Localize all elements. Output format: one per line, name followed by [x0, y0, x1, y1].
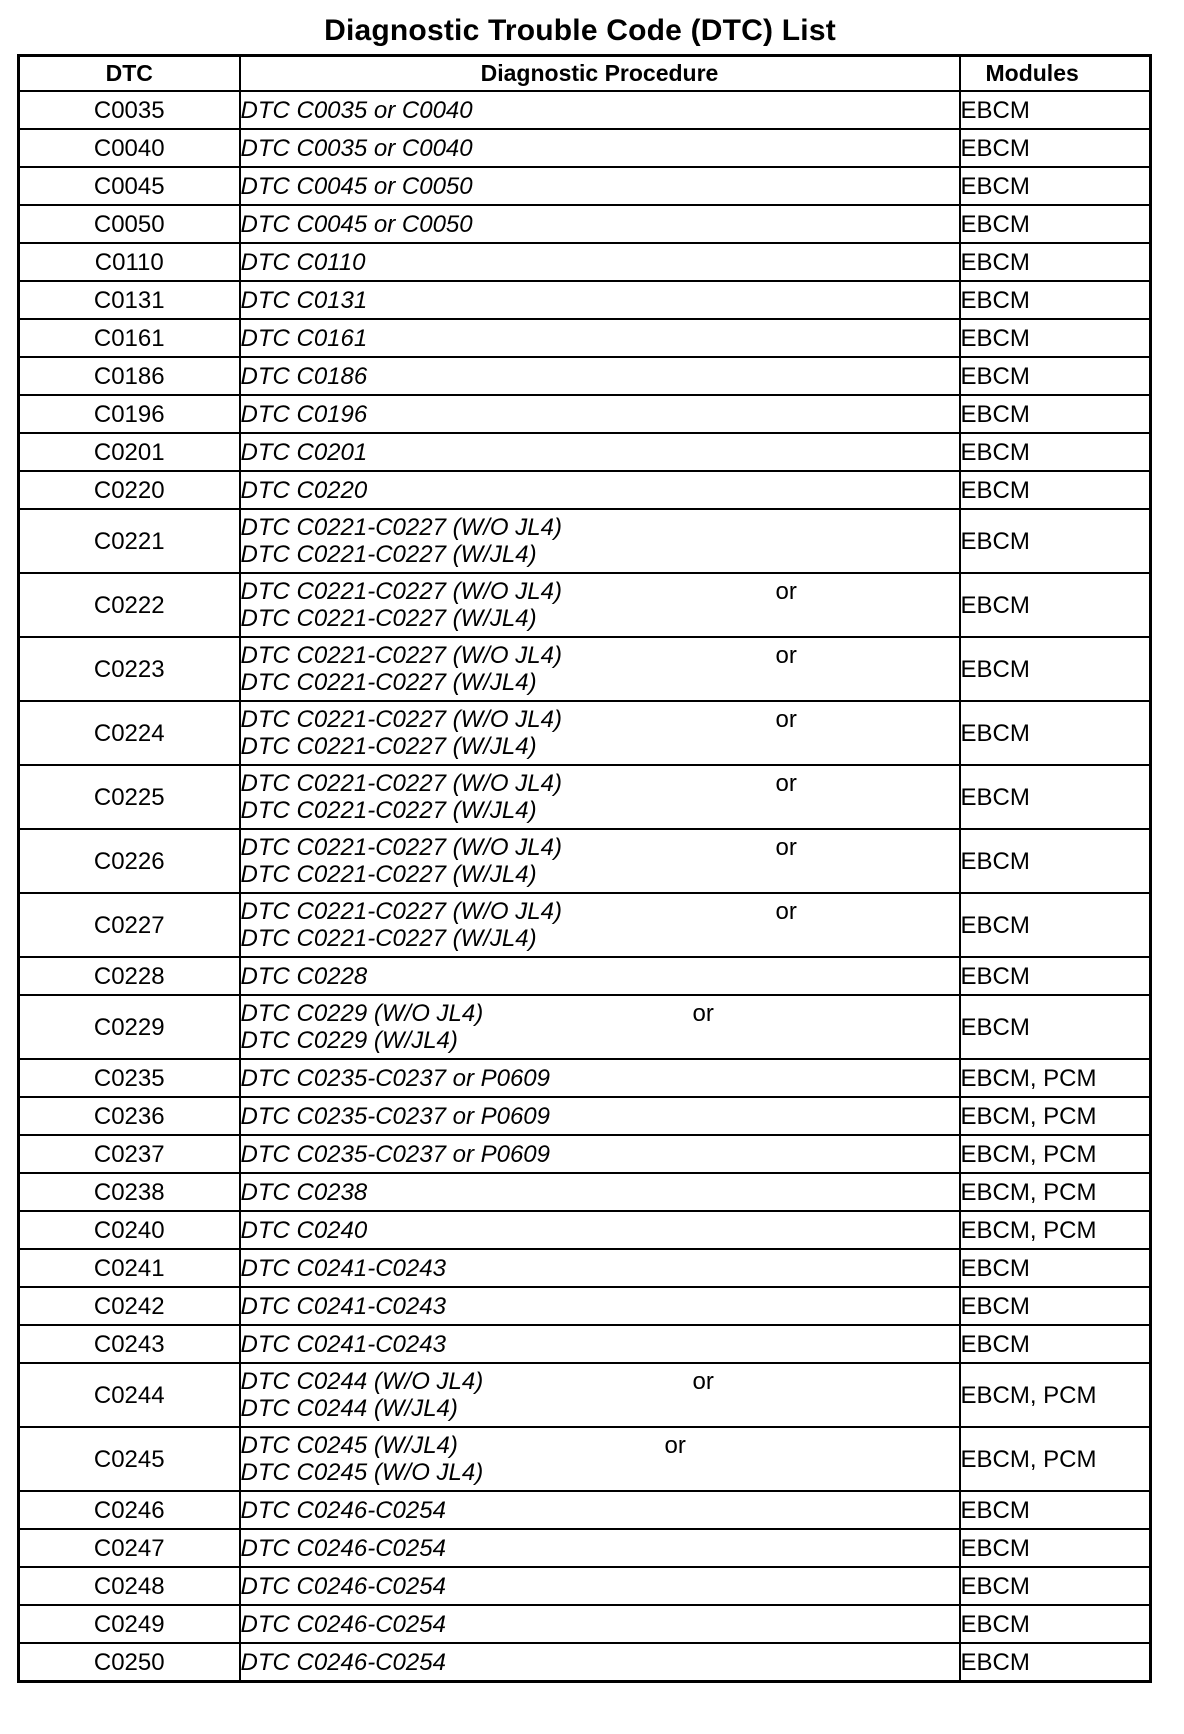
- dtc-code: C0236: [19, 1097, 240, 1135]
- dtc-code: C0110: [19, 243, 240, 281]
- diagnostic-procedure: [240, 357, 960, 395]
- table-body: [19, 91, 1151, 1682]
- diagnostic-procedure: [240, 1059, 960, 1097]
- procedure-line: DTC C0229 (W/O JL4): [240, 1000, 484, 1027]
- diagnostic-procedure: [240, 573, 960, 637]
- modules-cell: EBCM: [960, 829, 1151, 893]
- procedure-line: DTC C0131: [240, 286, 368, 314]
- dtc-code: C0235: [19, 1059, 240, 1097]
- table-row: [19, 319, 1151, 357]
- procedure-line: DTC C0235-C0237 or P0609: [240, 1140, 551, 1168]
- dtc-code: C0240: [19, 1211, 240, 1249]
- procedure-line: DTC C0221-C0227 (W/O JL4): [240, 770, 562, 797]
- or-connector: or: [692, 1368, 714, 1395]
- dtc-code: C0035: [19, 91, 240, 129]
- dtc-code: C0245: [19, 1427, 240, 1491]
- procedure-line: DTC C0221-C0227 (W/O JL4): [240, 514, 562, 541]
- or-connector: or: [692, 1000, 714, 1027]
- table-row: [19, 573, 1151, 637]
- table-row: [19, 1529, 1151, 1567]
- modules-cell: EBCM: [960, 1529, 1151, 1567]
- dtc-code: C0242: [19, 1287, 240, 1325]
- modules-cell: EBCM: [960, 893, 1151, 957]
- diagnostic-procedure: [240, 281, 960, 319]
- procedure-line: DTC C0220: [240, 476, 368, 504]
- modules-cell: EBCM: [960, 319, 1151, 357]
- table-row: [19, 1427, 1151, 1491]
- diagnostic-procedure: [240, 243, 960, 281]
- procedure-line: DTC C0245 (W/O JL4): [240, 1459, 484, 1486]
- dtc-code: C0249: [19, 1605, 240, 1643]
- diagnostic-procedure: [240, 1135, 960, 1173]
- table-row: [19, 829, 1151, 893]
- or-connector: or: [775, 770, 797, 797]
- dtc-code: C0040: [19, 129, 240, 167]
- table-row: [19, 1135, 1151, 1173]
- diagnostic-procedure: [240, 205, 960, 243]
- modules-cell: EBCM: [960, 701, 1151, 765]
- or-connector: or: [775, 706, 797, 733]
- procedure-line: DTC C0241-C0243: [240, 1292, 446, 1320]
- table-row: [19, 395, 1151, 433]
- table-row: [19, 1605, 1151, 1643]
- dtc-code: C0238: [19, 1173, 240, 1211]
- dtc-code: C0226: [19, 829, 240, 893]
- modules-cell: EBCM: [960, 1287, 1151, 1325]
- modules-cell: EBCM: [960, 1567, 1151, 1605]
- procedure-line: DTC C0221-C0227 (W/O JL4): [240, 642, 562, 669]
- diagnostic-procedure: [240, 829, 960, 893]
- modules-cell: EBCM: [960, 357, 1151, 395]
- procedure-line: DTC C0221-C0227 (W/JL4): [240, 733, 537, 760]
- diagnostic-procedure: [240, 1211, 960, 1249]
- procedure-line: DTC C0244 (W/O JL4): [240, 1368, 484, 1395]
- diagnostic-procedure: [240, 129, 960, 167]
- modules-cell: EBCM: [960, 129, 1151, 167]
- procedure-line: DTC C0246-C0254: [240, 1534, 446, 1562]
- dtc-code: C0244: [19, 1363, 240, 1427]
- diagnostic-procedure: [240, 1287, 960, 1325]
- table-header: [19, 56, 1151, 92]
- dtc-code: C0246: [19, 1491, 240, 1529]
- or-connector: or: [775, 642, 797, 669]
- dtc-code: C0050: [19, 205, 240, 243]
- diagnostic-procedure: [240, 395, 960, 433]
- table-row: [19, 1249, 1151, 1287]
- modules-cell: EBCM: [960, 957, 1151, 995]
- procedure-line: DTC C0221-C0227 (W/O JL4): [240, 834, 562, 861]
- modules-cell: EBCM: [960, 1491, 1151, 1529]
- diagnostic-procedure: [240, 701, 960, 765]
- diagnostic-procedure: [240, 91, 960, 129]
- procedure-line: DTC C0035 or C0040: [240, 134, 473, 162]
- dtc-code: C0237: [19, 1135, 240, 1173]
- dtc-code: C0161: [19, 319, 240, 357]
- table-row: [19, 1363, 1151, 1427]
- diagnostic-procedure: [240, 471, 960, 509]
- dtc-code: C0241: [19, 1249, 240, 1287]
- modules-cell: EBCM: [960, 433, 1151, 471]
- dtc-code: C0225: [19, 765, 240, 829]
- table-row: [19, 1097, 1151, 1135]
- table-row: [19, 1287, 1151, 1325]
- diagnostic-procedure: [240, 957, 960, 995]
- procedure-line: DTC C0244 (W/JL4): [240, 1395, 458, 1422]
- procedure-line: DTC C0110: [240, 248, 366, 276]
- header-row: [19, 56, 1151, 92]
- table-row: [19, 893, 1151, 957]
- procedure-line: DTC C0221-C0227 (W/JL4): [240, 541, 537, 568]
- or-connector: or: [775, 898, 797, 925]
- diagnostic-procedure: [240, 1491, 960, 1529]
- diagnostic-procedure: [240, 1605, 960, 1643]
- procedure-line: DTC C0045 or C0050: [240, 210, 473, 238]
- diagnostic-procedure: [240, 1567, 960, 1605]
- procedure-line: DTC C0241-C0243: [240, 1254, 446, 1282]
- diagnostic-procedure: [240, 319, 960, 357]
- modules-cell: EBCM: [960, 1605, 1151, 1643]
- diagnostic-procedure: [240, 995, 960, 1059]
- dtc-code: C0229: [19, 995, 240, 1059]
- modules-cell: EBCM: [960, 91, 1151, 129]
- modules-cell: EBCM: [960, 765, 1151, 829]
- dtc-code: C0223: [19, 637, 240, 701]
- procedure-line: DTC C0035 or C0040: [240, 96, 473, 124]
- dtc-code: C0227: [19, 893, 240, 957]
- modules-cell: EBCM: [960, 509, 1151, 573]
- procedure-line: DTC C0186: [240, 362, 368, 390]
- table-row: [19, 471, 1151, 509]
- diagnostic-procedure: [240, 1097, 960, 1135]
- table-row: [19, 91, 1151, 129]
- table-row: [19, 243, 1151, 281]
- diagnostic-procedure: [240, 1173, 960, 1211]
- modules-cell: EBCM: [960, 637, 1151, 701]
- procedure-line: DTC C0221-C0227 (W/JL4): [240, 669, 537, 696]
- table-row: [19, 995, 1151, 1059]
- procedure-line: DTC C0229 (W/JL4): [240, 1027, 458, 1054]
- or-connector: or: [664, 1432, 686, 1459]
- diagnostic-procedure: [240, 893, 960, 957]
- dtc-table: [17, 54, 1152, 1683]
- modules-cell: EBCM: [960, 167, 1151, 205]
- procedure-line: DTC C0240: [240, 1216, 368, 1244]
- table-row: [19, 1173, 1151, 1211]
- procedure-line: DTC C0221-C0227 (W/JL4): [240, 925, 537, 952]
- table-row: [19, 637, 1151, 701]
- modules-cell: EBCM: [960, 1249, 1151, 1287]
- diagnostic-procedure: [240, 1249, 960, 1287]
- procedure-line: DTC C0221-C0227 (W/O JL4): [240, 706, 562, 733]
- procedure-line: DTC C0246-C0254: [240, 1648, 446, 1676]
- procedure-line: DTC C0246-C0254: [240, 1610, 446, 1638]
- diagnostic-procedure: [240, 1529, 960, 1567]
- modules-cell: EBCM: [960, 281, 1151, 319]
- table-row: [19, 205, 1151, 243]
- procedure-line: DTC C0228: [240, 962, 368, 990]
- table-row: [19, 765, 1151, 829]
- dtc-code: C0247: [19, 1529, 240, 1567]
- diagnostic-procedure: [240, 637, 960, 701]
- modules-cell: EBCM: [960, 395, 1151, 433]
- diagnostic-procedure: [240, 765, 960, 829]
- dtc-code: C0186: [19, 357, 240, 395]
- dtc-code: C0228: [19, 957, 240, 995]
- modules-cell: EBCM, PCM: [960, 1135, 1151, 1173]
- table-row: [19, 1491, 1151, 1529]
- diagnostic-procedure: [240, 1363, 960, 1427]
- modules-cell: EBCM: [960, 243, 1151, 281]
- dtc-code: C0243: [19, 1325, 240, 1363]
- modules-cell: EBCM: [960, 471, 1151, 509]
- dtc-code: C0220: [19, 471, 240, 509]
- modules-cell: EBCM: [960, 205, 1151, 243]
- procedure-line: DTC C0235-C0237 or P0609: [240, 1102, 551, 1130]
- procedure-line: DTC C0246-C0254: [240, 1496, 446, 1524]
- header-procedure: Diagnostic Procedure: [240, 56, 960, 92]
- header-modules: Modules: [960, 56, 1151, 92]
- procedure-line: DTC C0221-C0227 (W/JL4): [240, 605, 537, 632]
- table-row: [19, 1059, 1151, 1097]
- dtc-code: C0045: [19, 167, 240, 205]
- procedure-line: DTC C0246-C0254: [240, 1572, 446, 1600]
- table-row: [19, 701, 1151, 765]
- procedure-line: DTC C0221-C0227 (W/O JL4): [240, 898, 562, 925]
- table-row: [19, 281, 1151, 319]
- dtc-code: C0222: [19, 573, 240, 637]
- dtc-code: C0224: [19, 701, 240, 765]
- procedure-line: DTC C0045 or C0050: [240, 172, 473, 200]
- table-row: [19, 433, 1151, 471]
- table-row: [19, 1643, 1151, 1682]
- or-connector: or: [775, 834, 797, 861]
- modules-cell: EBCM: [960, 1643, 1151, 1682]
- procedure-line: DTC C0196: [240, 400, 368, 428]
- table-row: [19, 509, 1151, 573]
- diagnostic-procedure: [240, 433, 960, 471]
- modules-cell: EBCM, PCM: [960, 1059, 1151, 1097]
- modules-cell: EBCM: [960, 573, 1151, 637]
- table-row: [19, 167, 1151, 205]
- procedure-line: DTC C0201: [240, 438, 368, 466]
- modules-cell: EBCM, PCM: [960, 1097, 1151, 1135]
- diagnostic-procedure: [240, 167, 960, 205]
- or-connector: or: [775, 578, 797, 605]
- modules-cell: EBCM: [960, 1325, 1151, 1363]
- procedure-line: DTC C0241-C0243: [240, 1330, 446, 1358]
- diagnostic-procedure: [240, 1427, 960, 1491]
- header-dtc: DTC: [19, 56, 240, 92]
- procedure-line: DTC C0221-C0227 (W/JL4): [240, 861, 537, 888]
- modules-cell: EBCM, PCM: [960, 1211, 1151, 1249]
- modules-cell: EBCM, PCM: [960, 1427, 1151, 1491]
- table-row: [19, 1325, 1151, 1363]
- procedure-line: DTC C0221-C0227 (W/O JL4): [240, 578, 562, 605]
- diagnostic-procedure: [240, 1325, 960, 1363]
- table-row: [19, 357, 1151, 395]
- procedure-line: DTC C0245 (W/JL4): [240, 1432, 458, 1459]
- dtc-code: C0201: [19, 433, 240, 471]
- diagnostic-procedure: [240, 509, 960, 573]
- table-row: [19, 129, 1151, 167]
- procedure-line: DTC C0235-C0237 or P0609: [240, 1064, 551, 1092]
- dtc-code: C0248: [19, 1567, 240, 1605]
- dtc-code: C0196: [19, 395, 240, 433]
- dtc-code: C0221: [19, 509, 240, 573]
- table-row: [19, 957, 1151, 995]
- modules-cell: EBCM, PCM: [960, 1363, 1151, 1427]
- diagnostic-procedure: [240, 1643, 960, 1682]
- procedure-line: DTC C0221-C0227 (W/JL4): [240, 797, 537, 824]
- dtc-code: C0250: [19, 1643, 240, 1682]
- modules-cell: EBCM: [960, 995, 1151, 1059]
- table-row: [19, 1567, 1151, 1605]
- table-row: [19, 1211, 1151, 1249]
- procedure-line: DTC C0238: [240, 1178, 368, 1206]
- page-title: Diagnostic Trouble Code (DTC) List: [324, 14, 836, 47]
- modules-cell: EBCM, PCM: [960, 1173, 1151, 1211]
- dtc-code: C0131: [19, 281, 240, 319]
- procedure-line: DTC C0161: [240, 324, 368, 352]
